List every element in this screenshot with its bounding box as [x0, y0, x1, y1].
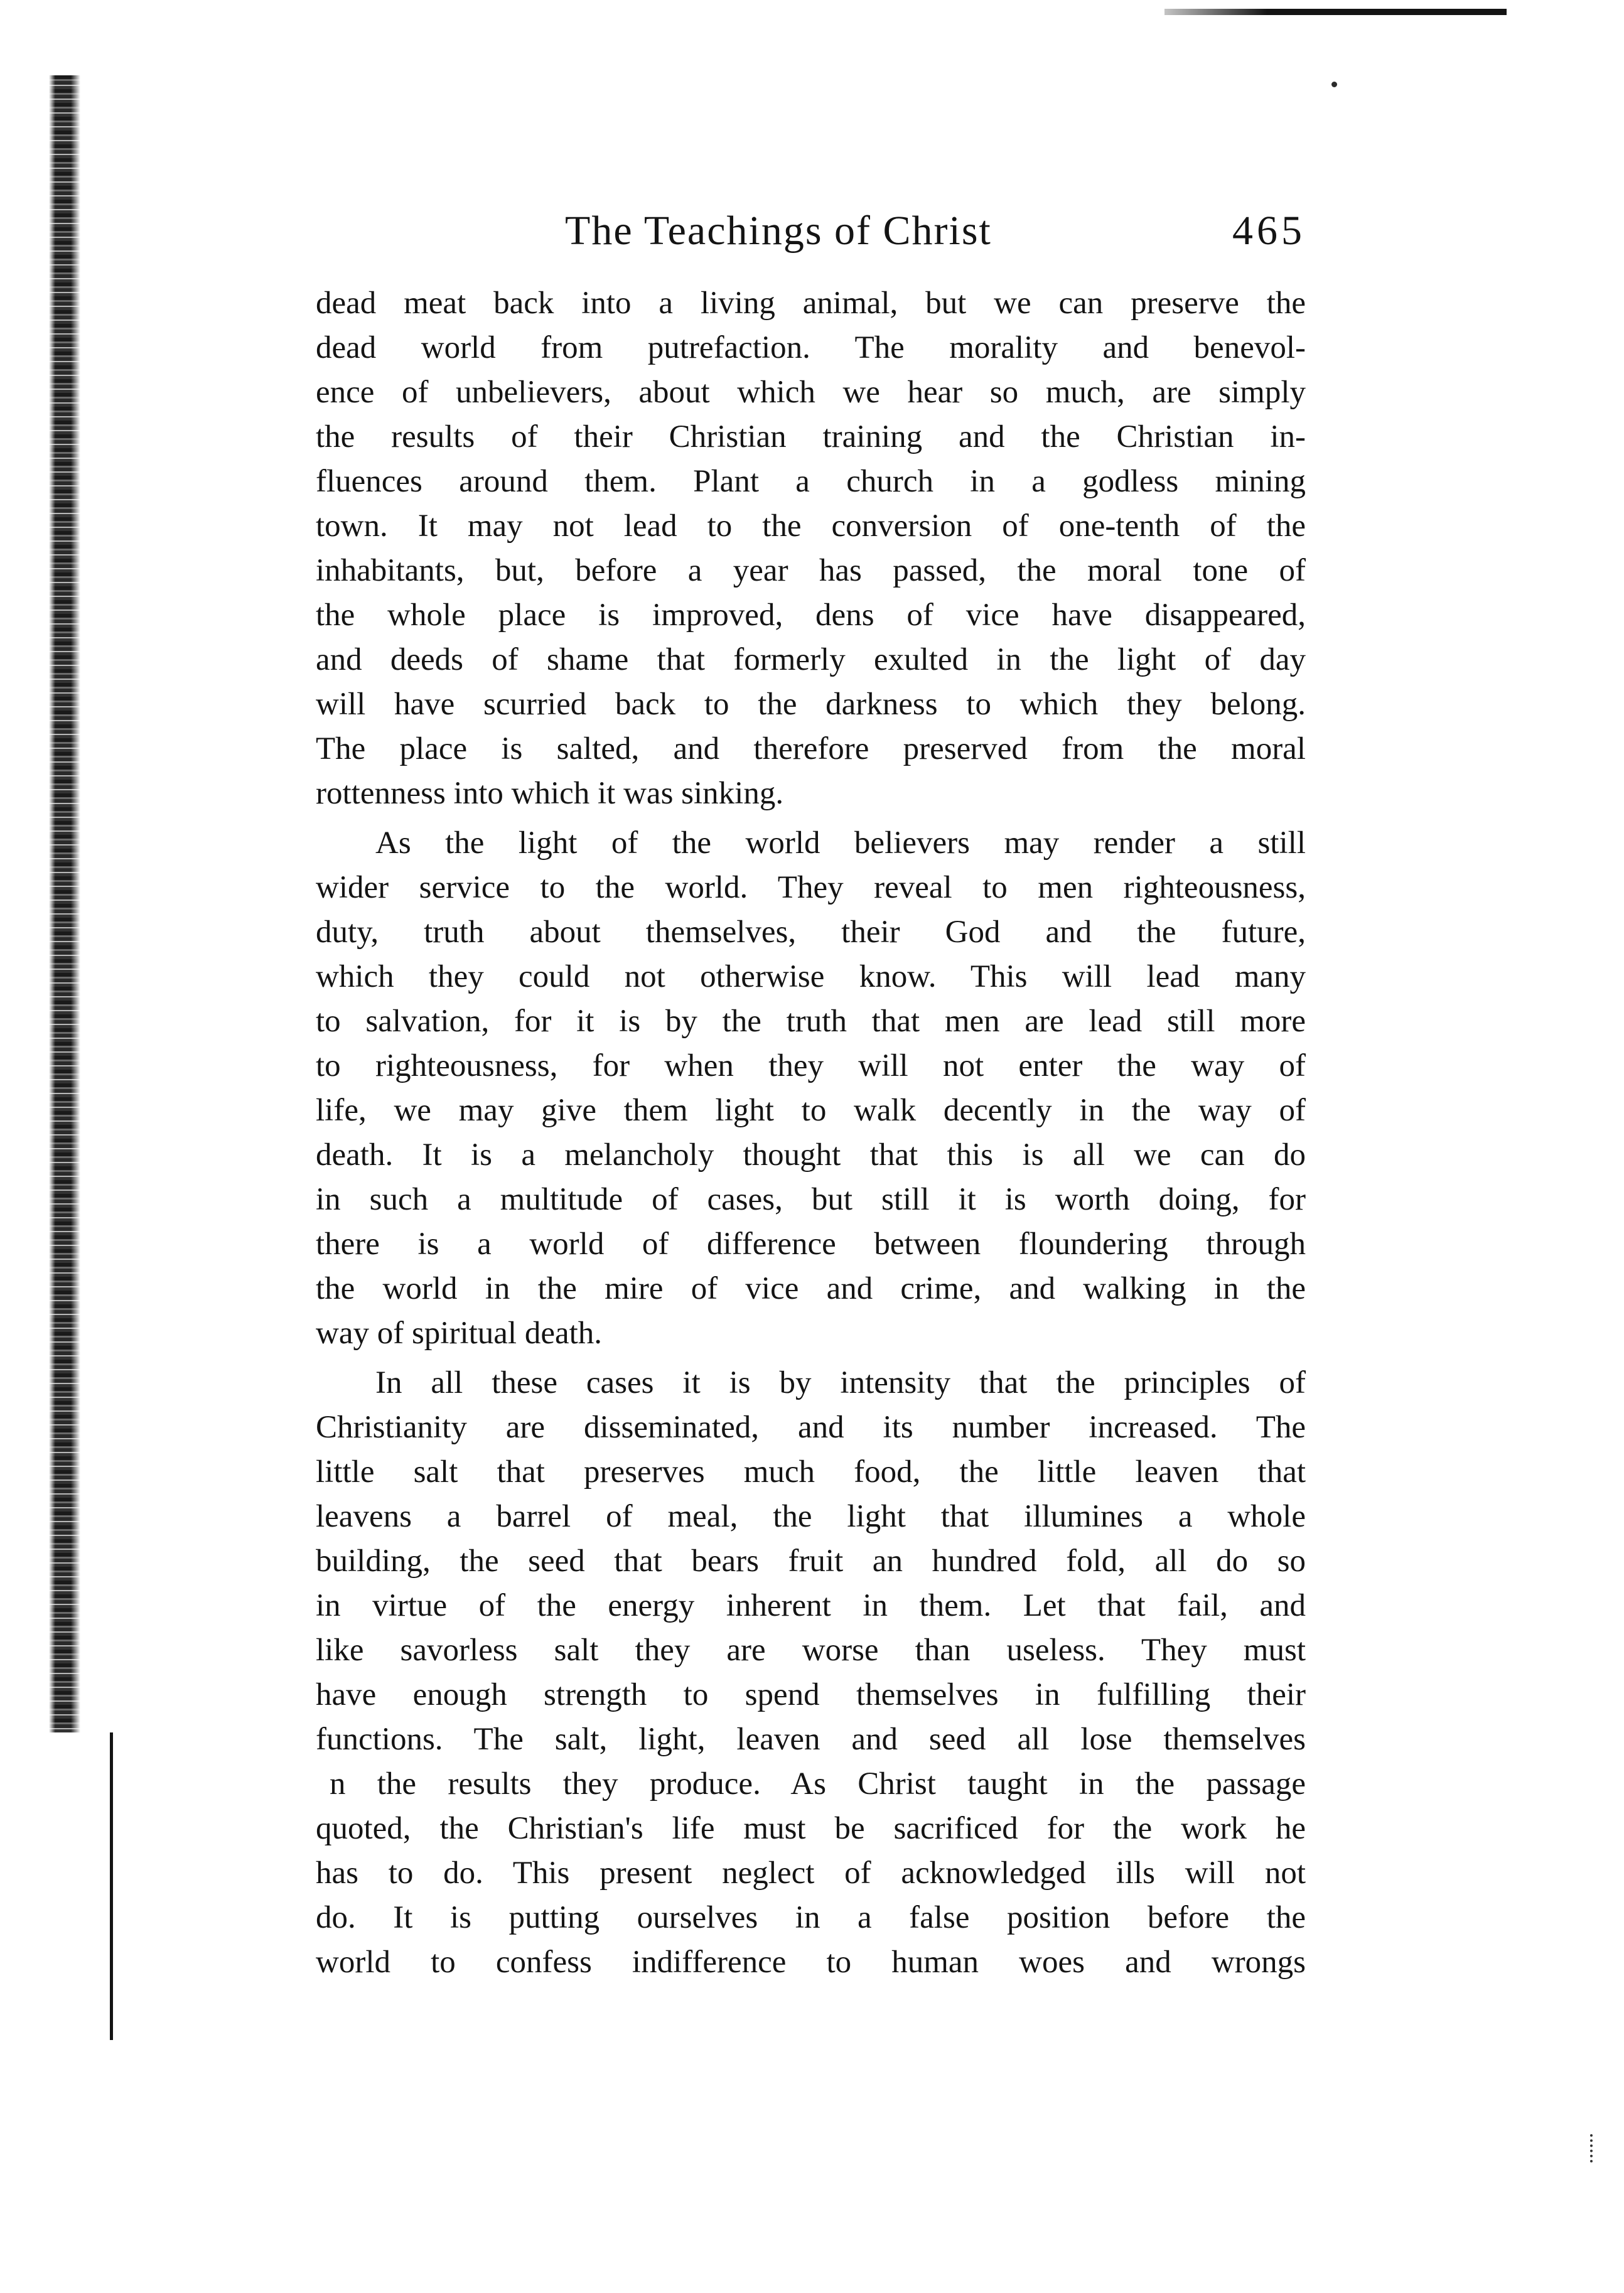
scan-speck	[1331, 82, 1337, 87]
text-line: fluences around them. Plant a church in a godless mining	[316, 464, 1306, 499]
text-line: Christianity are disseminated, and its number increased. The	[316, 1410, 1306, 1445]
text-line: duty, truth about themselves, their God and the future,	[316, 915, 1306, 950]
text-line: the whole place is improved, dens of vice have disappeared,	[316, 598, 1306, 633]
scan-edge-mark	[1164, 9, 1507, 15]
text-line: wider service to the world. They reveal to men righteousness,	[316, 870, 1306, 905]
text-line: dead world from putrefaction. The morality and benevol-	[316, 330, 1306, 365]
text-line: life, we may give them light to walk decently in the way of	[316, 1093, 1306, 1128]
text-line: leavens a barrel of meal, the light that illumines a whole	[316, 1499, 1306, 1534]
text-line: in such a multitude of cases, but still it is worth doing, for	[316, 1182, 1306, 1217]
text-line: ence of unbelievers, about which we hear so much, are simply	[316, 375, 1306, 410]
text-line: The place is salted, and therefore preserved from the moral	[316, 731, 1306, 766]
page-number: 465	[1232, 208, 1306, 254]
text-line: to righteousness, for when they will not enter the way of	[316, 1048, 1306, 1083]
text-line: death. It is a melancholy thought that this is all we can do	[316, 1137, 1306, 1173]
text-line: quoted, the Christian's life must be sacrificed for the work he	[316, 1811, 1306, 1846]
text-line: and deeds of shame that formerly exulted in the light of day	[316, 642, 1306, 677]
text-line: n the results they produce. As Christ taught in the passage	[330, 1766, 1306, 1802]
scan-edge-ticks	[1590, 2134, 1595, 2162]
text-line: like savorless salt they are worse than useless. They must	[316, 1633, 1306, 1668]
binding-shadow-line	[110, 1732, 113, 2040]
text-line: little salt that preserves much food, the little leaven that	[316, 1454, 1306, 1490]
text-line: have enough strength to spend themselves in fulfilling their	[316, 1677, 1306, 1712]
paragraph	[316, 281, 1306, 816]
text-line: building, the seed that bears fruit an hundred fold, all do so	[316, 1544, 1306, 1579]
paragraph	[316, 821, 1306, 1356]
text-line: in virtue of the energy inherent in them. Let that fail, and	[316, 1588, 1306, 1623]
text-line: dead meat back into a living animal, but we can preserve the	[316, 286, 1306, 321]
text-line: world to confess indifference to human woes and wrongs	[316, 1945, 1306, 1980]
paragraph	[316, 1361, 1306, 1985]
text-line: way of spiritual death.	[316, 1316, 603, 1351]
text-line: to salvation, for it is by the truth that men are lead still more	[316, 1004, 1306, 1039]
page-body	[316, 281, 1306, 1985]
text-line: As the light of the world believers may render a still	[375, 825, 1306, 861]
text-line: the results of their Christian training and the Christian in-	[316, 419, 1306, 454]
text-line: the world in the mire of vice and crime, and walking in the	[316, 1271, 1306, 1306]
text-line: rottenness into which it was sinking.	[316, 776, 784, 811]
text-line: town. It may not lead to the conversion of one-tenth of the	[316, 508, 1306, 544]
text-line: In all these cases it is by intensity that the principles of	[375, 1365, 1306, 1400]
text-line: has to do. This present neglect of acknowledged ills will not	[316, 1855, 1306, 1891]
text-line: inhabitants, but, before a year has passed, the moral tone of	[316, 553, 1306, 588]
running-title: The Teachings of Christ	[565, 208, 992, 254]
running-head	[314, 207, 1306, 264]
text-line: will have scurried back to the darkness to which they belong.	[316, 687, 1306, 722]
text-line: which they could not otherwise know. This will lead many	[316, 959, 1306, 994]
text-line: do. It is putting ourselves in a false position before the	[316, 1900, 1306, 1935]
text-line: functions. The salt, light, leaven and seed all lose themselves	[316, 1722, 1306, 1757]
book-binding-edge	[49, 75, 80, 1732]
text-line: there is a world of difference between floundering through	[316, 1227, 1306, 1262]
